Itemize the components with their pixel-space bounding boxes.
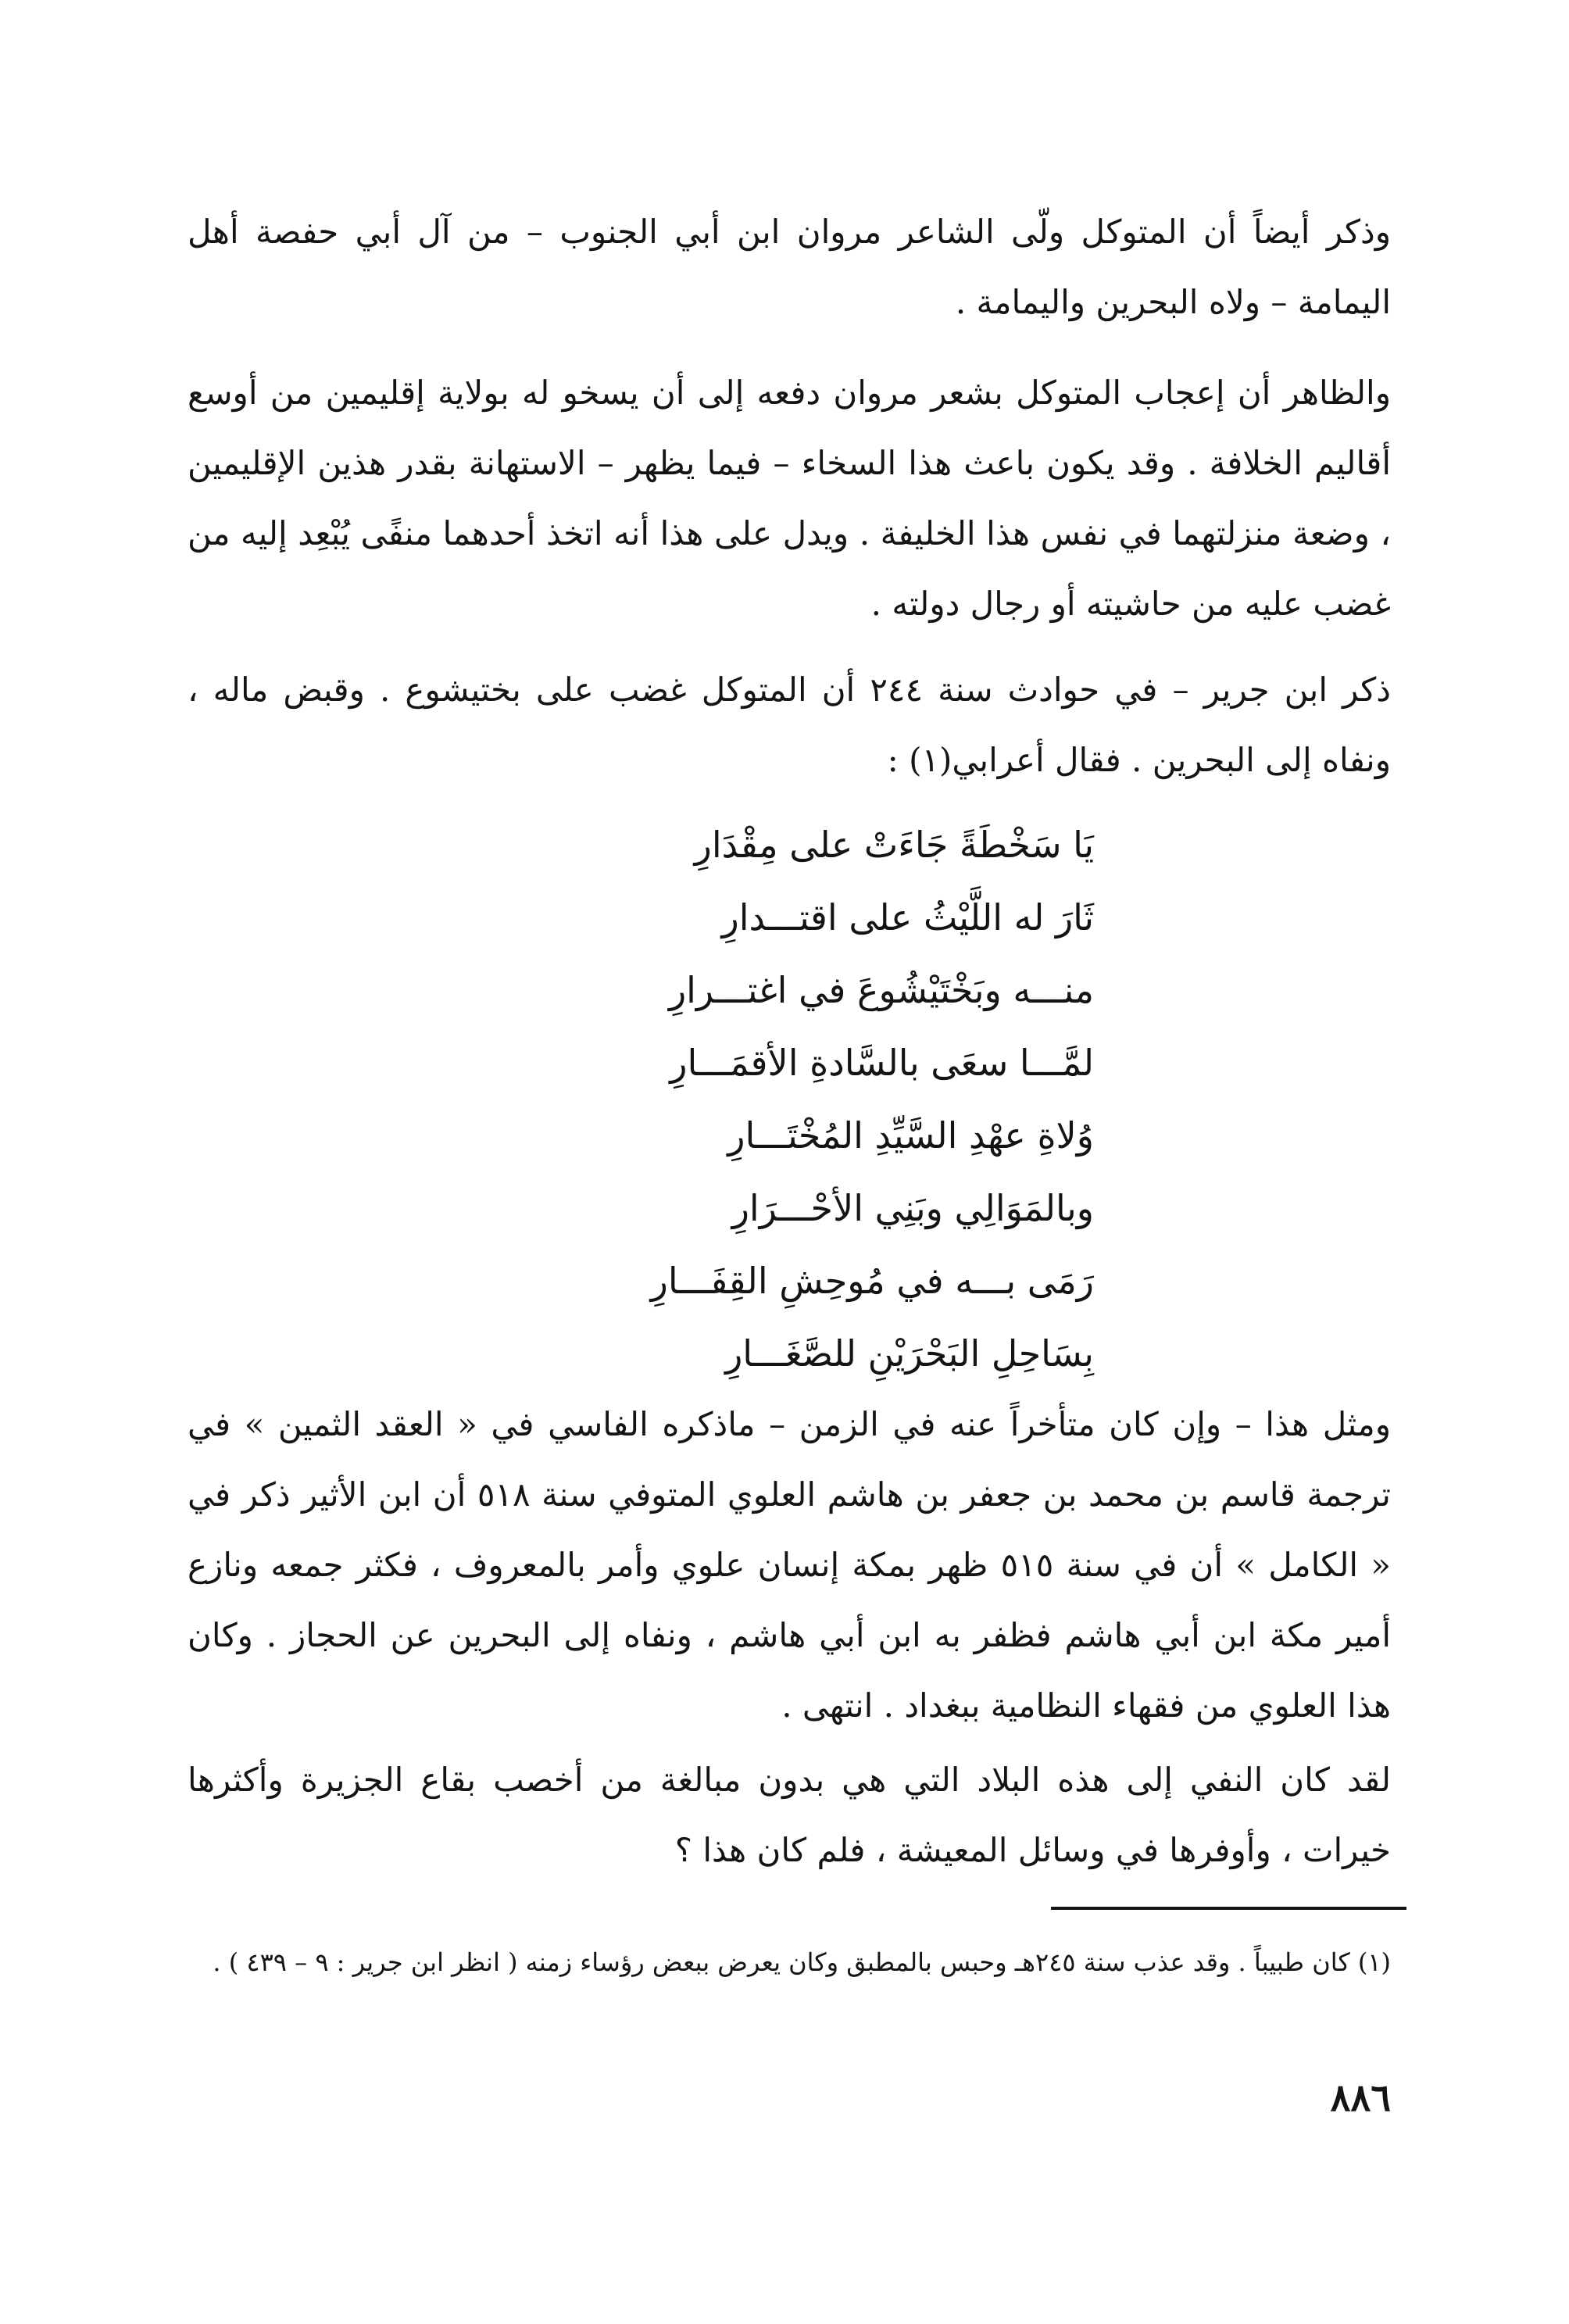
poem-verse: وُلاةِ عهْدِ السَّيِّدِ المُخْتَـــارِ [727,1114,1094,1157]
poem-verse: يَا سَخْطَةً جَاءَتْ على مِقْدَارِ [694,824,1094,866]
paragraph-text: لقد كان النفي إلى هذه البلاد التي هي بدون مبالغة من أخصب بقاع الجزيرة وأكثرها خيرات ، وأوفرها في وسائل المعيشة ، فلم كان هذا ؟ [188,1761,1391,1869]
paragraph-caliph-generosity [188,358,1391,639]
poem-verse: رَمَى بـــه في مُوحِشِ القِفَـــارِ [650,1260,1094,1302]
footnote [188,1936,1391,1988]
paragraph-text: ومثل هذا – وإن كان متأخراً عنه في الزمن – ماذكره الفاسي في « العقد الثمين » في ترجمة قاسم بن محمد بن جعفر بن هاشم العلوي المتوفي سنة ٥١٨ أن ابن الأثير ذكر في « الكامل » أن في سنة ٥١٥ ظهر بمكة إنسان علوي وأمر بالمعروف ، فكثر جمعه ونازع أمير مكة ابن أبي هاشم فظفر به ابن أبي هاشم ، ونفاه إلى البحرين عن الحجاز . وكان هذا العلوي من فقهاء النظامية ببغداد . انتهى . [188,1405,1391,1725]
poem-block [469,809,1094,1390]
paragraph-text: ذكر ابن جرير – في حوادث سنة ٢٤٤ أن المتوكل غضب على بختيشوع . وقبض ماله ، ونفاه إلى البحرين . فقال أعرابي(١) : [188,670,1391,779]
paragraph-exile-question [188,1745,1391,1886]
paragraph-marwan-appointment [188,197,1391,338]
paragraph-text: والظاهر أن إعجاب المتوكل بشعر مروان دفعه إلى أن يسخو له بولاية إقليمين من أوسع أقاليم الخلافة . وقد يكون باعث هذا السخاء – فيما يظهر – الاستهانة بقدر هذين الإقليمين ، وضعة منزلتهما في نفس هذا الخليفة . ويدل على هذا أنه اتخذ أحدهما منفًى يُبْعِد إليه من غضب عليه من حاشيته أو رجال دولته . [188,374,1391,623]
page-number: ٨٨٦ [1330,2076,1391,2120]
poem-verse: منـــه وبَخْتَيْشُوعَ في اغتـــرارِ [668,969,1094,1011]
poem-verse: وبالمَوَالِي وبَنِي الأحْـــرَارِ [731,1187,1094,1229]
footnote-divider [1051,1907,1406,1910]
paragraph-text: وذكر أيضاً أن المتوكل ولّى الشاعر مروان ابن أبي الجنوب – من آل أبي حفصة أهل اليمامة – ولاه البحرين واليمامة . [188,213,1391,321]
poem-verse: ثَارَ له اللَّيْثُ على اقتـــدارِ [721,896,1094,939]
paragraph-alfasi-account [188,1389,1391,1741]
footnote-text: (١) كان طبيباً . وقد عذب سنة ٢٤٥هـ وحبس بالمطبق وكان يعرض ببعض رؤساء زمنه ( انظر ابن جرير : ٩ – ٤٣٩ ) . [213,1947,1391,1977]
poem-verse: لمَّـــا سعَى بالسَّادةِ الأقمَـــارِ [670,1042,1094,1084]
poem-verse: بِسَاحِلِ البَحْرَيْنِ للصَّغَـــارِ [725,1332,1094,1375]
paragraph-ibn-jarir-account [188,655,1391,796]
